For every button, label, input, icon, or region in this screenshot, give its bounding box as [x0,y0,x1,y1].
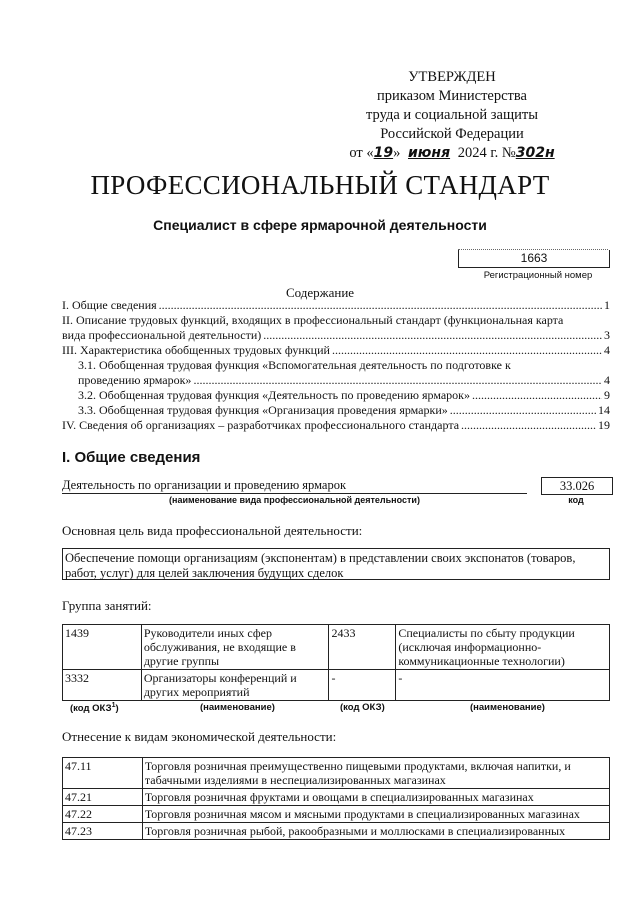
approval-line: труда и социальной защиты [366,107,538,123]
standard-name: Специалист в сфере ярмарочной деятельности [153,217,487,233]
okved-table [62,757,610,840]
col-label: (наименование) [470,702,545,713]
toc-item-cont: проведению ярмарок» ..... 4 [62,373,610,388]
occupation-name: Специалисты по сбыту продукции (исключая информационно-коммуникационные технологии) [396,625,610,670]
group-heading: Группа занятий: [62,598,152,613]
col-label: (код ОКЗ) [340,702,385,713]
approval-line: Российской Федерации [380,126,524,142]
okved-name: Торговля розничная мясом и мясными продуктами в специализированных магазинах [142,806,609,823]
approval-block [342,68,562,163]
okved-code: 47.22 [63,806,143,823]
date-mid: » [393,145,401,161]
toc-heading: Содержание [285,285,355,300]
activity-note: (наименование вида профессиональной деятельности) [169,495,420,505]
table-row [63,758,610,789]
date-day: 19 [373,145,394,161]
activity-code: 33.026 [541,477,613,495]
document-title: ПРОФЕССИОНАЛЬНЫЙ СТАНДАРТ [90,170,550,200]
okved-code: 47.11 [63,758,143,789]
goal-heading: Основная цель вида профессиональной деятельности: [62,523,363,538]
toc-item: 3.1. Обобщенная трудовая функция «Вспомогательная деятельность по подготовке к [78,358,511,372]
toc-item: 3.2. Обобщенная трудовая функция «Деятельность по проведению ярмарок» ..... 9 [62,388,610,403]
toc-item: 3.3. Обобщенная трудовая функция «Организация проведения ярмарки» ..... 14 [62,403,610,418]
col-label: (наименование) [200,702,275,713]
approval-line: приказом Министерства [377,88,527,104]
registration-label: Регистрационный номер [483,270,593,281]
goal-text: Обеспечение помощи организациям (экспонентам) в представлении своих экспонатов (товаров, [65,551,576,565]
table-row [63,625,610,670]
occupations-table [62,624,610,701]
registration-number: 1663 [458,250,610,268]
order-number: 302н [515,145,555,161]
toc-item: IV. Сведения об организациях – разработчиках профессионального стандарта ..... 19 [62,418,610,433]
occupation-name: - [396,670,610,701]
okved-name: Торговля розничная рыбой, ракообразными и моллюсками в специализированных [142,823,609,840]
table-row [63,670,610,701]
approval-date [342,144,562,163]
goal-box [62,548,610,580]
okved-code: 47.23 [63,823,143,840]
goal-text: работ, услуг) для целей заключения будущих сделок [65,566,344,580]
occupation-name: Организаторы конференций и других мероприятий [141,670,329,701]
toc-item-cont: вида профессиональной деятельности) ..... 3 [62,328,610,343]
okved-code: 47.21 [63,789,143,806]
okz-code: - [329,670,396,701]
toc-item: II. Описание трудовых функций, входящих в профессиональный стандарт (функциональная карта [62,313,564,327]
table-row [63,823,610,840]
table-row [63,806,610,823]
occupation-name: Руководители иных сфер обслуживания, не входящие в другие группы [141,625,329,670]
section-heading: I. Общие сведения [62,449,201,466]
okz-code: 2433 [329,625,396,670]
code-label: код [568,495,584,505]
date-month: июня [407,145,451,161]
toc-item: I. Общие сведения ..... 1 [62,298,610,313]
okved-name: Торговля розничная преимущественно пищевыми продуктами, включая напитки, и табачными изделиями в неспециализированных магазинах [142,758,609,789]
activity-name: Деятельность по организации и проведению ярмарок [62,478,527,494]
econ-heading: Отнесение к видам экономической деятельности: [62,729,337,744]
date-year: 2024 г. № [457,145,516,161]
approval-line: УТВЕРЖДЕН [408,69,496,85]
date-prefix: от « [349,145,374,161]
col-label: (код ОКЗ$^1$) [70,702,119,715]
table-of-contents [62,298,610,433]
okz-code: 3332 [63,670,142,701]
okved-name: Торговля розничная фруктами и овощами в специализированных магазинах [142,789,609,806]
toc-item: III. Характеристика обобщенных трудовых функций ..... 4 [62,343,610,358]
table-row [63,789,610,806]
okz-code: 1439 [63,625,142,670]
